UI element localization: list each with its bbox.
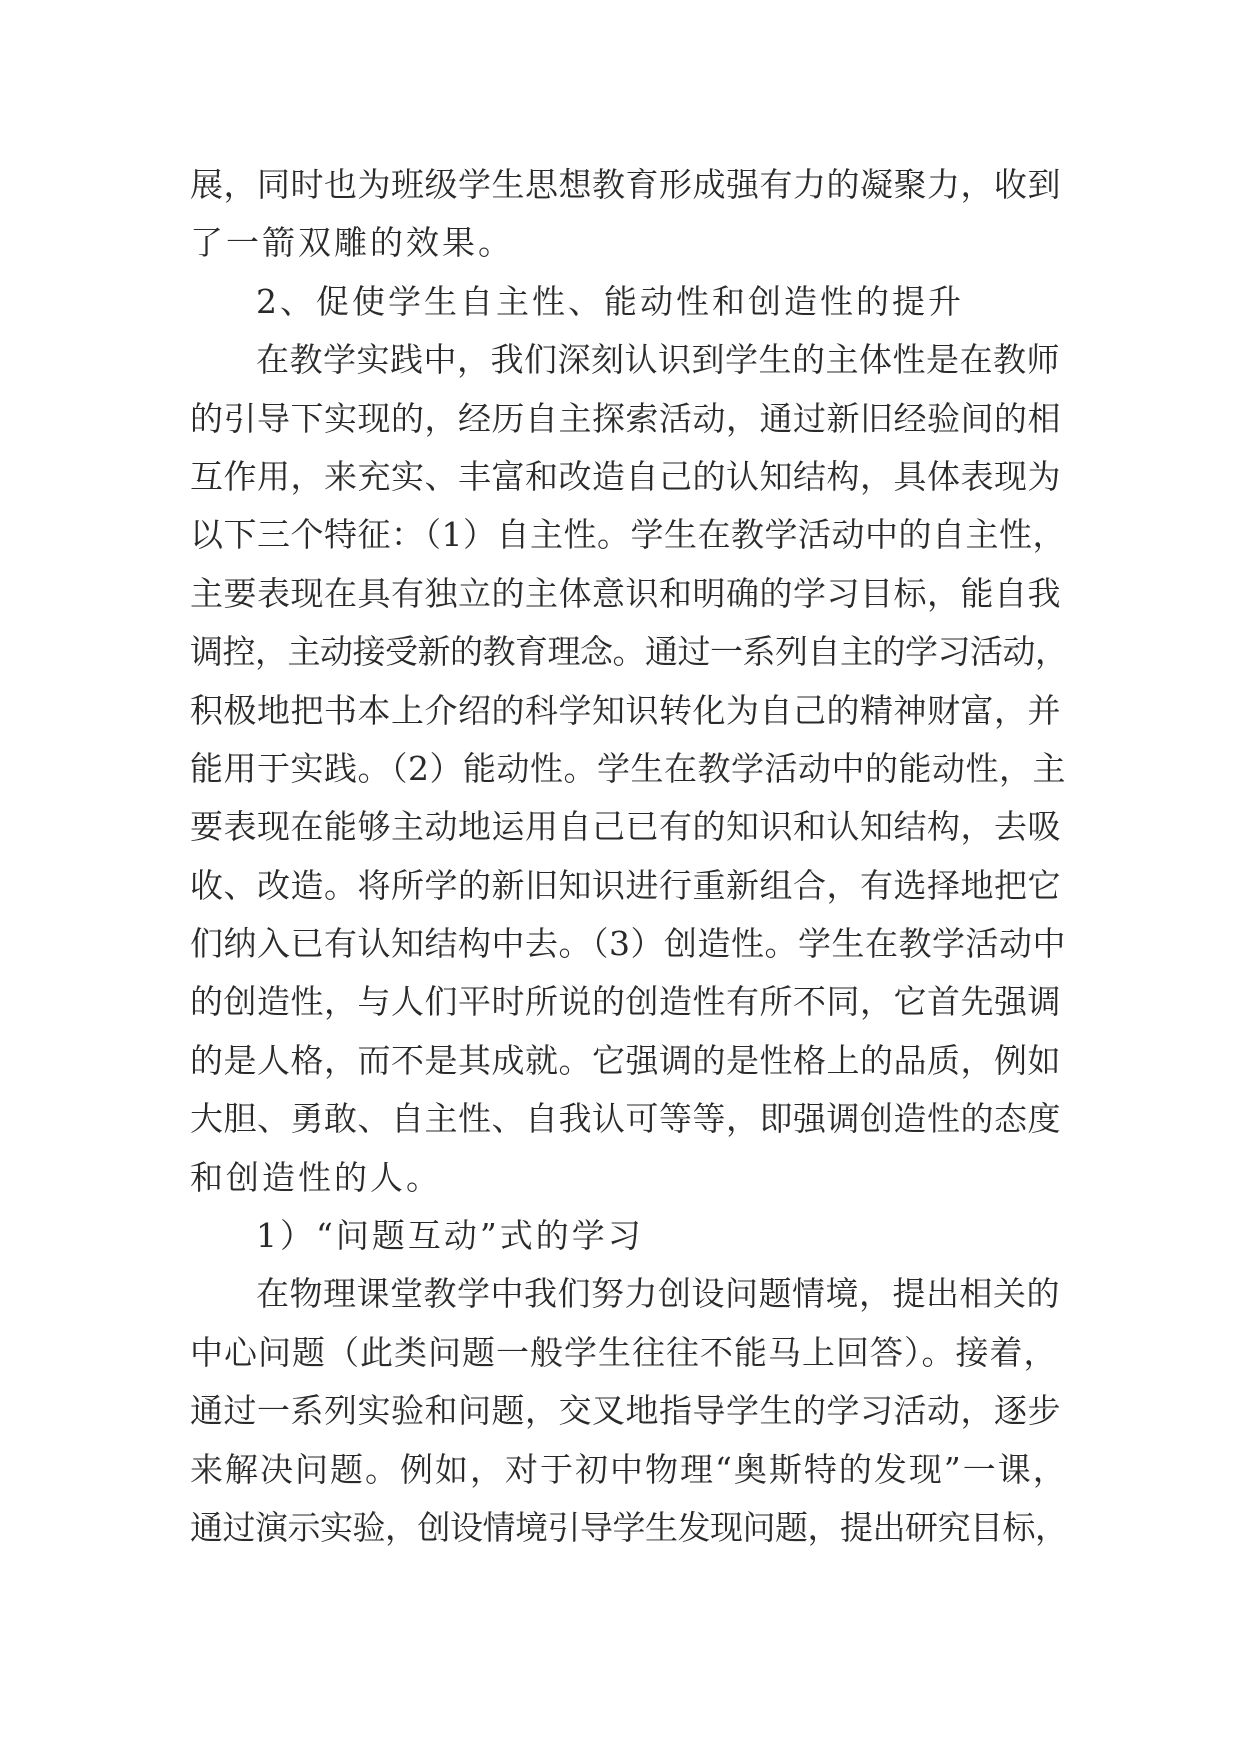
- text-line: 2、促使学生自主性、能动性和创造性的提升: [256, 281, 964, 321]
- body-text: [190, 156, 1070, 1557]
- text-line: 来解决问题。例如，对于初中物理“奥斯特的发现”一课，: [190, 1449, 1068, 1489]
- text-line: 互作用，来充实、丰富和改造自己的认知结构，具体表现为: [190, 456, 1061, 496]
- text-line: 通过一系列实验和问题，交叉地指导学生的学习活动，逐步: [190, 1391, 1061, 1431]
- text-line: 1）“问题互动”式的学习: [256, 1216, 644, 1256]
- text-line: 调控，主动接受新的教育理念。通过一系列自主的学习活动，: [190, 632, 1068, 672]
- text-line: 在物理课堂教学中我们努力创设问题情境，提出相关的: [256, 1274, 1060, 1314]
- text-line: 主要表现在具有独立的主体意识和明确的学习目标，能自我: [190, 573, 1061, 613]
- text-line: 的引导下实现的，经历自主探索活动，通过新旧经验间的相: [190, 398, 1061, 438]
- text-line: 了一箭双雕的效果。: [190, 223, 514, 263]
- text-line: 收、改造。将所学的新旧知识进行重新组合，有选择地把它: [190, 865, 1061, 905]
- text-line: 以下三个特征：（1）自主性。学生在教学活动中的自主性，: [190, 515, 1066, 555]
- text-line: 们纳入已有认知结构中去。（3）创造性。学生在教学活动中: [190, 924, 1066, 964]
- text-line: 和创造性的人。: [190, 1157, 442, 1197]
- text-line: 通过演示实验，创设情境引导学生发现问题，提出研究目标，: [190, 1507, 1068, 1547]
- text-line: 积极地把书本上介绍的科学知识转化为自己的精神财富，并: [190, 690, 1061, 730]
- text-line: 的创造性，与人们平时所说的创造性有所不同，它首先强调: [190, 982, 1061, 1022]
- text-line: 能用于实践。（2）能动性。学生在教学活动中的能动性，主: [190, 748, 1066, 788]
- text-line: 展，同时也为班级学生思想教育形成强有力的凝聚力，收到: [190, 165, 1061, 204]
- text-line: 要表现在能够主动地运用自己已有的知识和认知结构，去吸: [190, 807, 1061, 847]
- text-line: 的是人格，而不是其成就。它强调的是性格上的品质，例如: [190, 1040, 1061, 1080]
- text-line: 大胆、勇敢、自主性、自我认可等等，即强调创造性的态度: [190, 1099, 1061, 1139]
- text-line: 中心问题（此类问题一般学生往往不能马上回答）。接着，: [190, 1332, 1058, 1372]
- text-line: 在教学实践中，我们深刻认识到学生的主体性是在教师: [256, 340, 1060, 380]
